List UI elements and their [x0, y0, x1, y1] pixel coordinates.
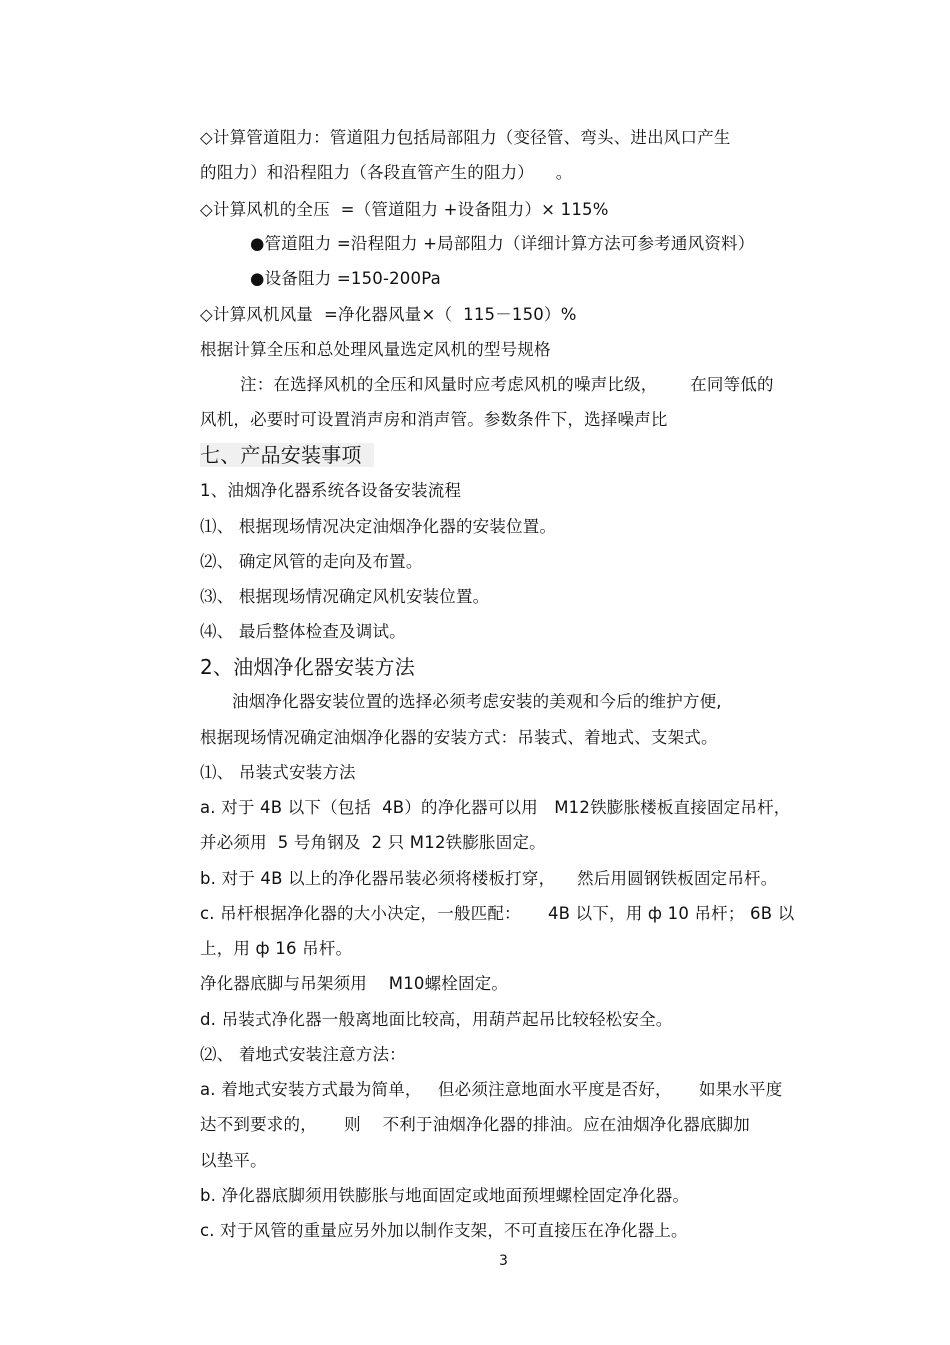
section-heading-text: 七、产品安装事项: [200, 443, 374, 467]
text-line: ◇计算管道阻力：管道阻力包括局部阻力（变径管、弯头、进出风口产生: [200, 128, 731, 147]
text-line: c. 吊杆根据净化器的大小决定，一般匹配： 4B 以下，用 ф 10 吊杆； 6B 以: [200, 904, 795, 923]
list-item: ⑶、 根据现场情况确定风机安装位置。: [200, 587, 490, 606]
text-line: 净化器底脚与吊架须用 M10螺栓固定。: [200, 974, 509, 993]
text-line: a. 对于 4B 以下（包括 4B）的净化器可以用 M12铁膨胀楼板直接固定吊杆，: [200, 798, 791, 817]
text-line: b. 对于 4B 以上的净化器吊装必须将楼板打穿， 然后用圆钢铁板固定吊杆。: [200, 869, 778, 888]
note-line: 注：在选择风机的全压和风量时应考虑风机的噪声比级， 在同等低的: [240, 375, 774, 394]
text-line: 以垫平。: [200, 1151, 267, 1170]
subsection-heading: 2、油烟净化器安装方法: [200, 655, 415, 679]
list-item: ⑴、 根据现场情况决定油烟净化器的安装位置。: [200, 517, 557, 536]
list-item: ⑷、 最后整体检查及调试。: [200, 622, 406, 641]
text-line: 达不到要求的， 则 不利于油烟净化器的排油。应在油烟净化器底脚加: [200, 1115, 751, 1134]
subsection-title: 1、油烟净化器系统各设备安装流程: [200, 481, 462, 500]
text-line: c. 对于风管的重量应另外加以制作支架，不可直接压在净化器上。: [200, 1221, 688, 1240]
text-line: 并必须用 5 号角钢及 2 只 M12铁膨胀固定。: [200, 833, 546, 852]
list-item: ⑵、 确定风管的走向及布置。: [200, 552, 423, 571]
text-line: 根据计算全压和总处理风量选定风机的型号规格: [200, 340, 551, 359]
text-line: b. 净化器底脚须用铁膨胀与地面固定或地面预埋螺栓固定净化器。: [200, 1186, 690, 1205]
text-line: 风机，必要时可设置消声房和消声管。参数条件下，选择噪声比: [200, 410, 668, 429]
text-line: 上，用 ф 16 吊杆。: [200, 939, 353, 958]
text-line: 的阻力）和沿程阻力（各段直管产生的阻力） 。: [200, 163, 573, 182]
bullet-line: ●管道阻力 =沿程阻力 +局部阻力（详细计算方法可参考通风资料）: [250, 234, 755, 253]
list-item: ⑵、 着地式安装注意方法：: [200, 1045, 406, 1064]
page-number: 3: [499, 1253, 508, 1269]
bullet-line: ●设备阻力 =150-200Pa: [250, 269, 441, 288]
section-heading: [200, 442, 374, 468]
text-line: d. 吊装式净化器一般离地面比较高，用葫芦起吊比较轻松安全。: [200, 1010, 673, 1029]
text-line: ◇计算风机的全压 =（管道阻力 +设备阻力）× 115%: [200, 200, 609, 219]
text-line: ◇计算风机风量 =净化器风量×（ 115－150）%: [200, 305, 577, 324]
text-line: 根据现场情况确定油烟净化器的安装方式：吊装式、着地式、支架式。: [200, 728, 718, 747]
list-item: ⑴、 吊装式安装方法: [200, 763, 356, 782]
text-line: 油烟净化器安装位置的选择必须考虑安装的美观和今后的维护方便,: [232, 692, 722, 711]
text-line: a. 着地式安装方式最为简单， 但必须注意地面水平度是否好， 如果水平度: [200, 1080, 783, 1099]
